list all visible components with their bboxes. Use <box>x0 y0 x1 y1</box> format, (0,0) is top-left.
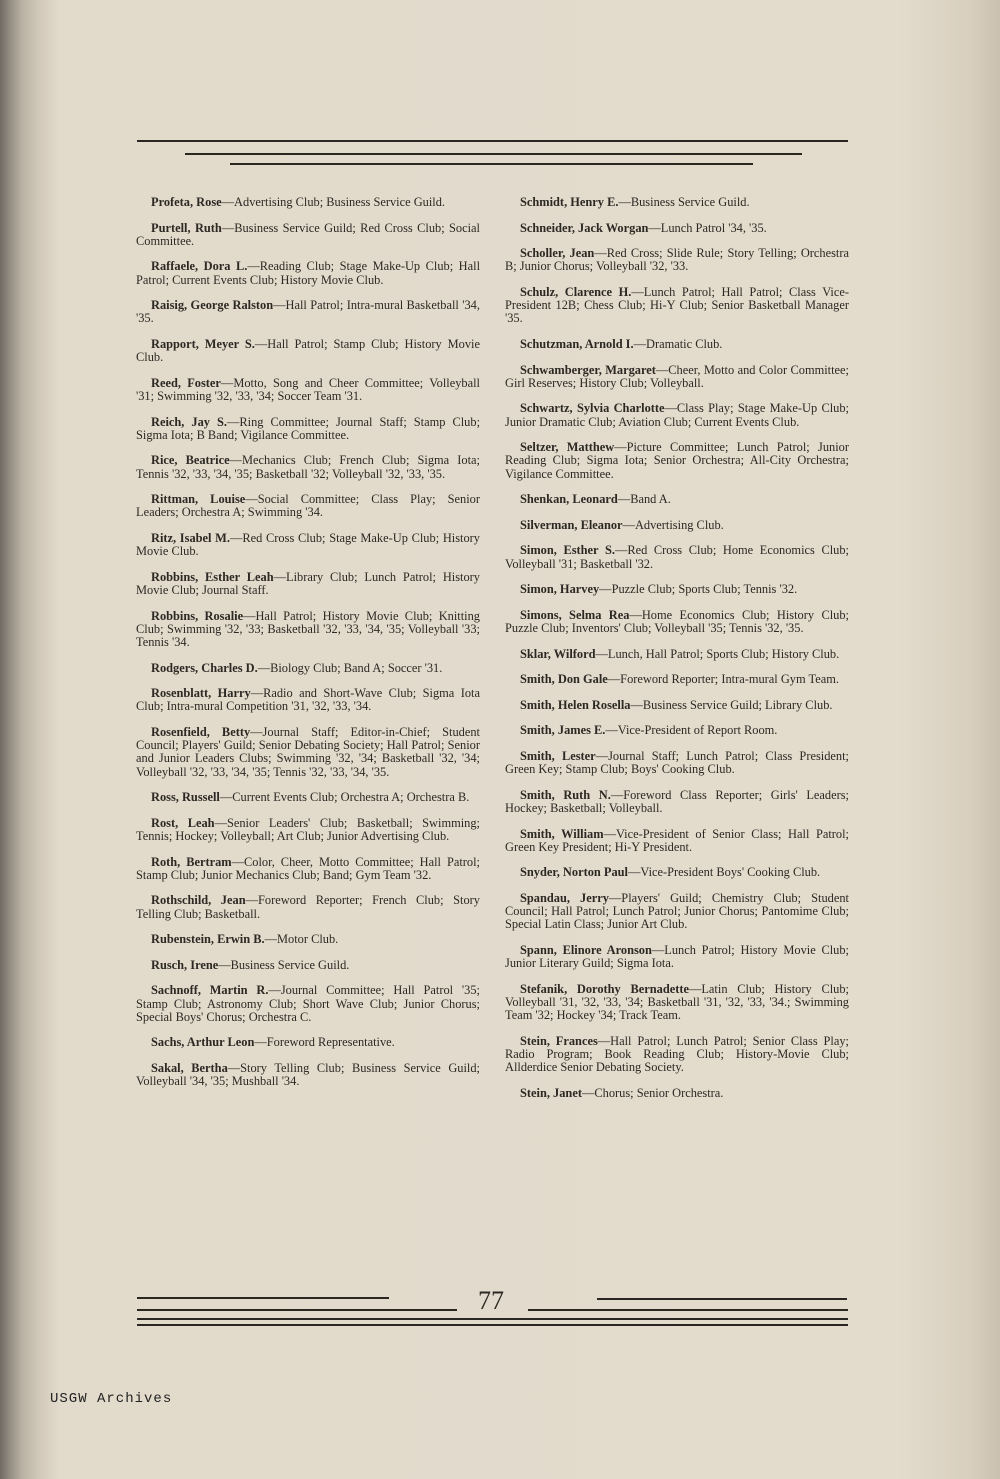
entry-description: —Journal Committee; Hall Patrol '35; Stamp Club; Astronomy Club; Short Wave Club; Junior Chorus; Special Boys' Chorus; Orchestra C. <box>136 983 480 1024</box>
entry <box>505 828 849 854</box>
entry <box>505 609 849 635</box>
header-rule-bottom <box>230 163 753 165</box>
entry-description: —Story Telling Club; Business Service Guild; Volleyball '34, '35; Mushball '34. <box>136 1060 480 1089</box>
entry-name: Reed, Foster <box>151 375 221 390</box>
right-column <box>505 196 849 1112</box>
entry-description: —Puzzle Club; Sports Club; Tennis '32. <box>599 582 798 597</box>
entry-name: Smith, Lester <box>520 748 596 763</box>
entry-description: —Picture Committee; Lunch Patrol; Junior Reading Club; Sigma Iota; Senior Orchestra; All-City Orchestra; Vigilance Committee. <box>505 440 849 481</box>
entry-description: —Vice-President of Senior Class; Hall Patrol; Green Key President; Hi-Y President. <box>505 826 849 854</box>
entry-description: —Red Cross Club; Home Economics Club; Volleyball '31; Basketball '32. <box>505 543 849 571</box>
entry-description: —Foreword Reporter; French Club; Story Telling Club; Basketball. <box>136 893 480 921</box>
entry-name: Sachs, Arthur Leon <box>151 1035 255 1050</box>
entry <box>136 817 480 843</box>
entry-name: Profeta, Rose <box>151 195 222 209</box>
entry-description: —Motto, Song and Cheer Committee; Volleyball '31; Swimming '32, '33, '34; Soccer Team '31. <box>136 375 480 403</box>
entry-name: Reich, Jay S. <box>151 414 227 429</box>
entry-description: —Advertising Club. <box>622 517 724 532</box>
entry-name: Schmidt, Henry E. <box>520 195 619 209</box>
entry <box>136 222 480 248</box>
entry-description: —Library Club; Lunch Patrol; History Movie Club; Journal Staff. <box>136 569 480 597</box>
entry <box>505 944 849 970</box>
entry-description: —Lunch Patrol; History Movie Club; Junior Literary Guild; Sigma Iota. <box>505 942 849 971</box>
entry-description: —Hall Patrol; Lunch Patrol; Senior Class Play; Radio Program; Book Reading Club; History-Movie Club; Allderdice Senior Debating Society. <box>505 1033 849 1075</box>
entry-description: —Business Service Guild; Library Club. <box>630 697 833 712</box>
entry <box>505 493 849 506</box>
entry <box>505 892 849 932</box>
entry-name: Stefanik, Dorothy Bernadette <box>520 981 689 996</box>
entry <box>136 1062 480 1088</box>
entry <box>136 377 480 403</box>
entry-description: —Red Cross; Slide Rule; Story Telling; Orchestra B; Junior Chorus; Volleyball '32, '33. <box>505 246 850 274</box>
entry-description: —Foreword Reporter; Intra-mural Gym Team. <box>607 672 839 687</box>
entry-name: Rosenblatt, Harry <box>151 686 251 701</box>
entry <box>136 299 480 325</box>
entry-description: —Players' Guild; Chemistry Club; Student Council; Hall Patrol; Lunch Patrol; Junior Chorus; Pantomime Club; Special Latin Class; Junior Art Club. <box>505 890 849 932</box>
entry-name: Stein, Frances <box>520 1033 598 1048</box>
entry <box>136 856 480 882</box>
entry-description: —Vice-President of Report Room. <box>605 723 778 738</box>
entry <box>505 196 849 209</box>
entry-description: —Biology Club; Band A; Soccer '31. <box>257 660 443 675</box>
entry <box>136 984 480 1024</box>
entry <box>136 416 480 442</box>
entry <box>505 247 849 273</box>
entry-name: Rice, Beatrice <box>151 453 230 468</box>
entry <box>136 493 480 519</box>
entry-description: —Senior Leaders' Club; Basketball; Swimming; Tennis; Hockey; Volleyball; Art Club; Junior Advertising Club. <box>136 815 480 843</box>
entry-name: Smith, Don Gale <box>520 672 608 687</box>
entry-description: —Hall Patrol; Stamp Club; History Movie Club. <box>136 336 480 365</box>
entry-name: Rosenfield, Betty <box>151 724 251 739</box>
entry <box>136 454 480 480</box>
entry-name: Robbins, Rosalie <box>151 608 244 623</box>
entry-description: —Cheer, Motto and Color Committee; Girl Reserves; History Club; Volleyball. <box>505 362 849 390</box>
entry-description: —Social Committee; Class Play; Senior Leaders; Orchestra A; Swimming '34. <box>136 492 480 520</box>
footer-rule-right-lower <box>528 1309 848 1311</box>
entry-description: —Reading Club; Stage Make-Up Club; Hall Patrol; Current Events Club; History Movie Club. <box>136 259 481 287</box>
entry <box>505 222 849 235</box>
entry-name: Schwartz, Sylvia Charlotte <box>520 401 665 416</box>
entry-description: —Color, Cheer, Motto Committee; Hall Patrol; Stamp Club; Junior Mechanics Club; Band; Gym Team '32. <box>136 854 480 882</box>
entry-name: Stein, Janet <box>520 1085 582 1100</box>
entry-name: Rubenstein, Erwin B. <box>151 932 265 947</box>
entry-name: Rothschild, Jean <box>151 893 246 908</box>
entry <box>136 260 480 286</box>
entry <box>136 1036 480 1049</box>
entry-description: —Journal Staff; Editor-in-Chief; Student Council; Players' Guild; Senior Debating Society; Hall Patrol; Senior and Junior Leaders Clubs; Swimming '32, '34; Basketball '32, '34; Volleyball '32, '33, '34, '35; Tennis '32, '33, '34, '35. <box>136 724 480 779</box>
entry-name: Ross, Russell <box>151 790 220 805</box>
header-rule-top <box>137 140 848 142</box>
entry-description: —Mechanics Club; French Club; Sigma Iota; Tennis '32, '33, '34, '35; Basketball '32; Volleyball '32, '33, '35. <box>136 453 480 481</box>
entry-name: Schneider, Jack Worgan <box>520 220 649 235</box>
entry <box>136 959 480 972</box>
entry <box>505 866 849 879</box>
entry <box>136 687 480 713</box>
entry-name: Rodgers, Charles D. <box>151 660 258 675</box>
entry <box>136 196 480 209</box>
entry-description: —Lunch Patrol; Hall Patrol; Class Vice-President 12B; Chess Club; Hi-Y Club; Senior Basketball Manager '35. <box>505 284 849 326</box>
entry <box>136 338 480 364</box>
entry-description: —Business Service Guild; Red Cross Club; Social Committee. <box>136 220 480 248</box>
entry <box>136 933 480 946</box>
entry-name: Snyder, Norton Paul <box>520 865 628 880</box>
entry-name: Schwamberger, Margaret <box>520 362 656 377</box>
entry <box>505 673 849 686</box>
entry <box>505 648 849 661</box>
entry-description: —Band A. <box>617 492 671 507</box>
entry <box>136 791 480 804</box>
entry-name: Purtell, Ruth <box>151 220 222 235</box>
entry-name: Spann, Elinore Aronson <box>520 942 652 957</box>
entry <box>505 1087 849 1100</box>
entry <box>136 532 480 558</box>
footer-rule-left-upper <box>137 1297 389 1299</box>
entry <box>136 894 480 920</box>
entry-name: Schutzman, Arnold I. <box>520 336 634 351</box>
entry-description: —Vice-President Boys' Cooking Club. <box>627 865 821 880</box>
entry-name: Shenkan, Leonard <box>520 492 618 507</box>
entry-name: Robbins, Esther Leah <box>151 569 274 584</box>
entry-description: —Ring Committee; Journal Staff; Stamp Club; Sigma Iota; B Band; Vigilance Committee. <box>136 414 481 442</box>
entry-name: Rittman, Louise <box>151 492 246 507</box>
entry-description: —Hall Patrol; History Movie Club; Knitting Club; Swimming '32, '33; Basketball '32, '33, '34, '35; Volleyball '33; Tennis '34. <box>136 608 481 649</box>
entry-name: Simon, Esther S. <box>520 543 615 558</box>
entry-name: Seltzer, Matthew <box>520 440 615 455</box>
entry <box>136 571 480 597</box>
footer-rule-left-lower <box>137 1309 457 1311</box>
entry-name: Ritz, Isabel M. <box>151 530 230 545</box>
entry-name: Simons, Selma Rea <box>520 607 630 622</box>
entry-description: —Motor Club. <box>264 932 339 947</box>
entry-description: —Home Economics Club; History Club; Puzzle Club; Inventors' Club; Volleyball '35; Tennis '32, '35. <box>505 607 850 635</box>
entry-description: —Red Cross Club; Stage Make-Up Club; History Movie Club. <box>136 530 480 559</box>
entry-description: —Lunch, Hall Patrol; Sports Club; History Club. <box>595 646 840 661</box>
entry-description: —Hall Patrol; Intra-mural Basketball '34, '35. <box>136 298 480 326</box>
entry <box>505 364 849 390</box>
entry-description: —Radio and Short-Wave Club; Sigma Iota Club; Intra-mural Competition '31, '32, '33, '34. <box>136 686 480 714</box>
entry-name: Schulz, Clarence H. <box>520 284 632 299</box>
header-rule-middle <box>185 153 802 155</box>
footer-rule-bottom-1 <box>137 1318 848 1320</box>
entry <box>505 519 849 532</box>
entry <box>505 724 849 737</box>
entry-description: —Chorus; Senior Orchestra. <box>581 1085 724 1100</box>
entry-name: Sachnoff, Martin R. <box>151 983 269 998</box>
entry-name: Scholler, Jean <box>520 246 595 261</box>
entry-name: Simon, Harvey <box>520 582 600 597</box>
entry-description: —Advertising Club; Business Service Guild. <box>221 195 446 209</box>
entry-name: Smith, William <box>520 826 604 841</box>
entry-name: Spandau, Jerry <box>520 890 609 905</box>
entry-name: Sklar, Wilford <box>520 646 596 661</box>
entry-description: —Business Service Guild. <box>618 195 750 209</box>
entry-name: Rost, Leah <box>151 815 215 830</box>
entry-name: Rapport, Meyer S. <box>151 336 255 351</box>
entry <box>505 1035 849 1075</box>
entry <box>136 610 480 650</box>
entry <box>505 286 849 326</box>
entry-name: Raffaele, Dora L. <box>151 259 248 274</box>
entry-name: Silverman, Eleanor <box>520 517 623 532</box>
entry-description: —Business Service Guild. <box>218 957 350 972</box>
entry-description: —Journal Staff; Lunch Patrol; Class President; Green Key; Stamp Club; Boys' Cooking Club. <box>505 748 849 777</box>
entry-description: —Current Events Club; Orchestra A; Orchestra B. <box>219 790 470 805</box>
entry-name: Smith, Ruth N. <box>520 787 611 802</box>
entry <box>505 441 849 481</box>
left-column <box>136 196 480 1101</box>
entry <box>505 750 849 776</box>
entry-description: —Dramatic Club. <box>633 336 723 351</box>
footer-rule-bottom-2 <box>137 1324 848 1326</box>
entry-name: Sakal, Bertha <box>151 1060 228 1075</box>
entry-description: —Foreword Class Reporter; Girls' Leaders; Hockey; Basketball; Volleyball. <box>505 787 849 815</box>
entry <box>505 338 849 351</box>
entry-name: Raisig, George Ralston <box>151 298 274 313</box>
footer-rule-right-upper <box>597 1298 847 1300</box>
entry-name: Smith, Helen Rosella <box>520 697 631 712</box>
page-number: 77 <box>478 1286 504 1315</box>
entry-description: —Foreword Representative. <box>254 1035 395 1050</box>
entry <box>505 789 849 815</box>
entry <box>505 699 849 712</box>
entry-description: —Lunch Patrol '34, '35. <box>648 220 767 235</box>
entry-description: —Class Play; Stage Make-Up Club; Junior Dramatic Club; Aviation Club; Current Events Club. <box>505 401 849 429</box>
entry <box>136 726 480 779</box>
entry <box>505 544 849 570</box>
entry <box>505 983 849 1023</box>
entry-name: Rusch, Irene <box>151 957 219 972</box>
archive-watermark: USGW Archives <box>50 1391 173 1407</box>
entry-description: —Latin Club; History Club; Volleyball '31, '32, '33, '34; Basketball '31, '32, '33, '34.; Swimming Team '32; Hockey '34; Track Team. <box>505 981 849 1023</box>
entry <box>136 662 480 675</box>
entry-name: Smith, James E. <box>520 723 606 738</box>
entry <box>505 402 849 428</box>
entry-name: Roth, Bertram <box>151 854 232 869</box>
entry <box>505 583 849 596</box>
